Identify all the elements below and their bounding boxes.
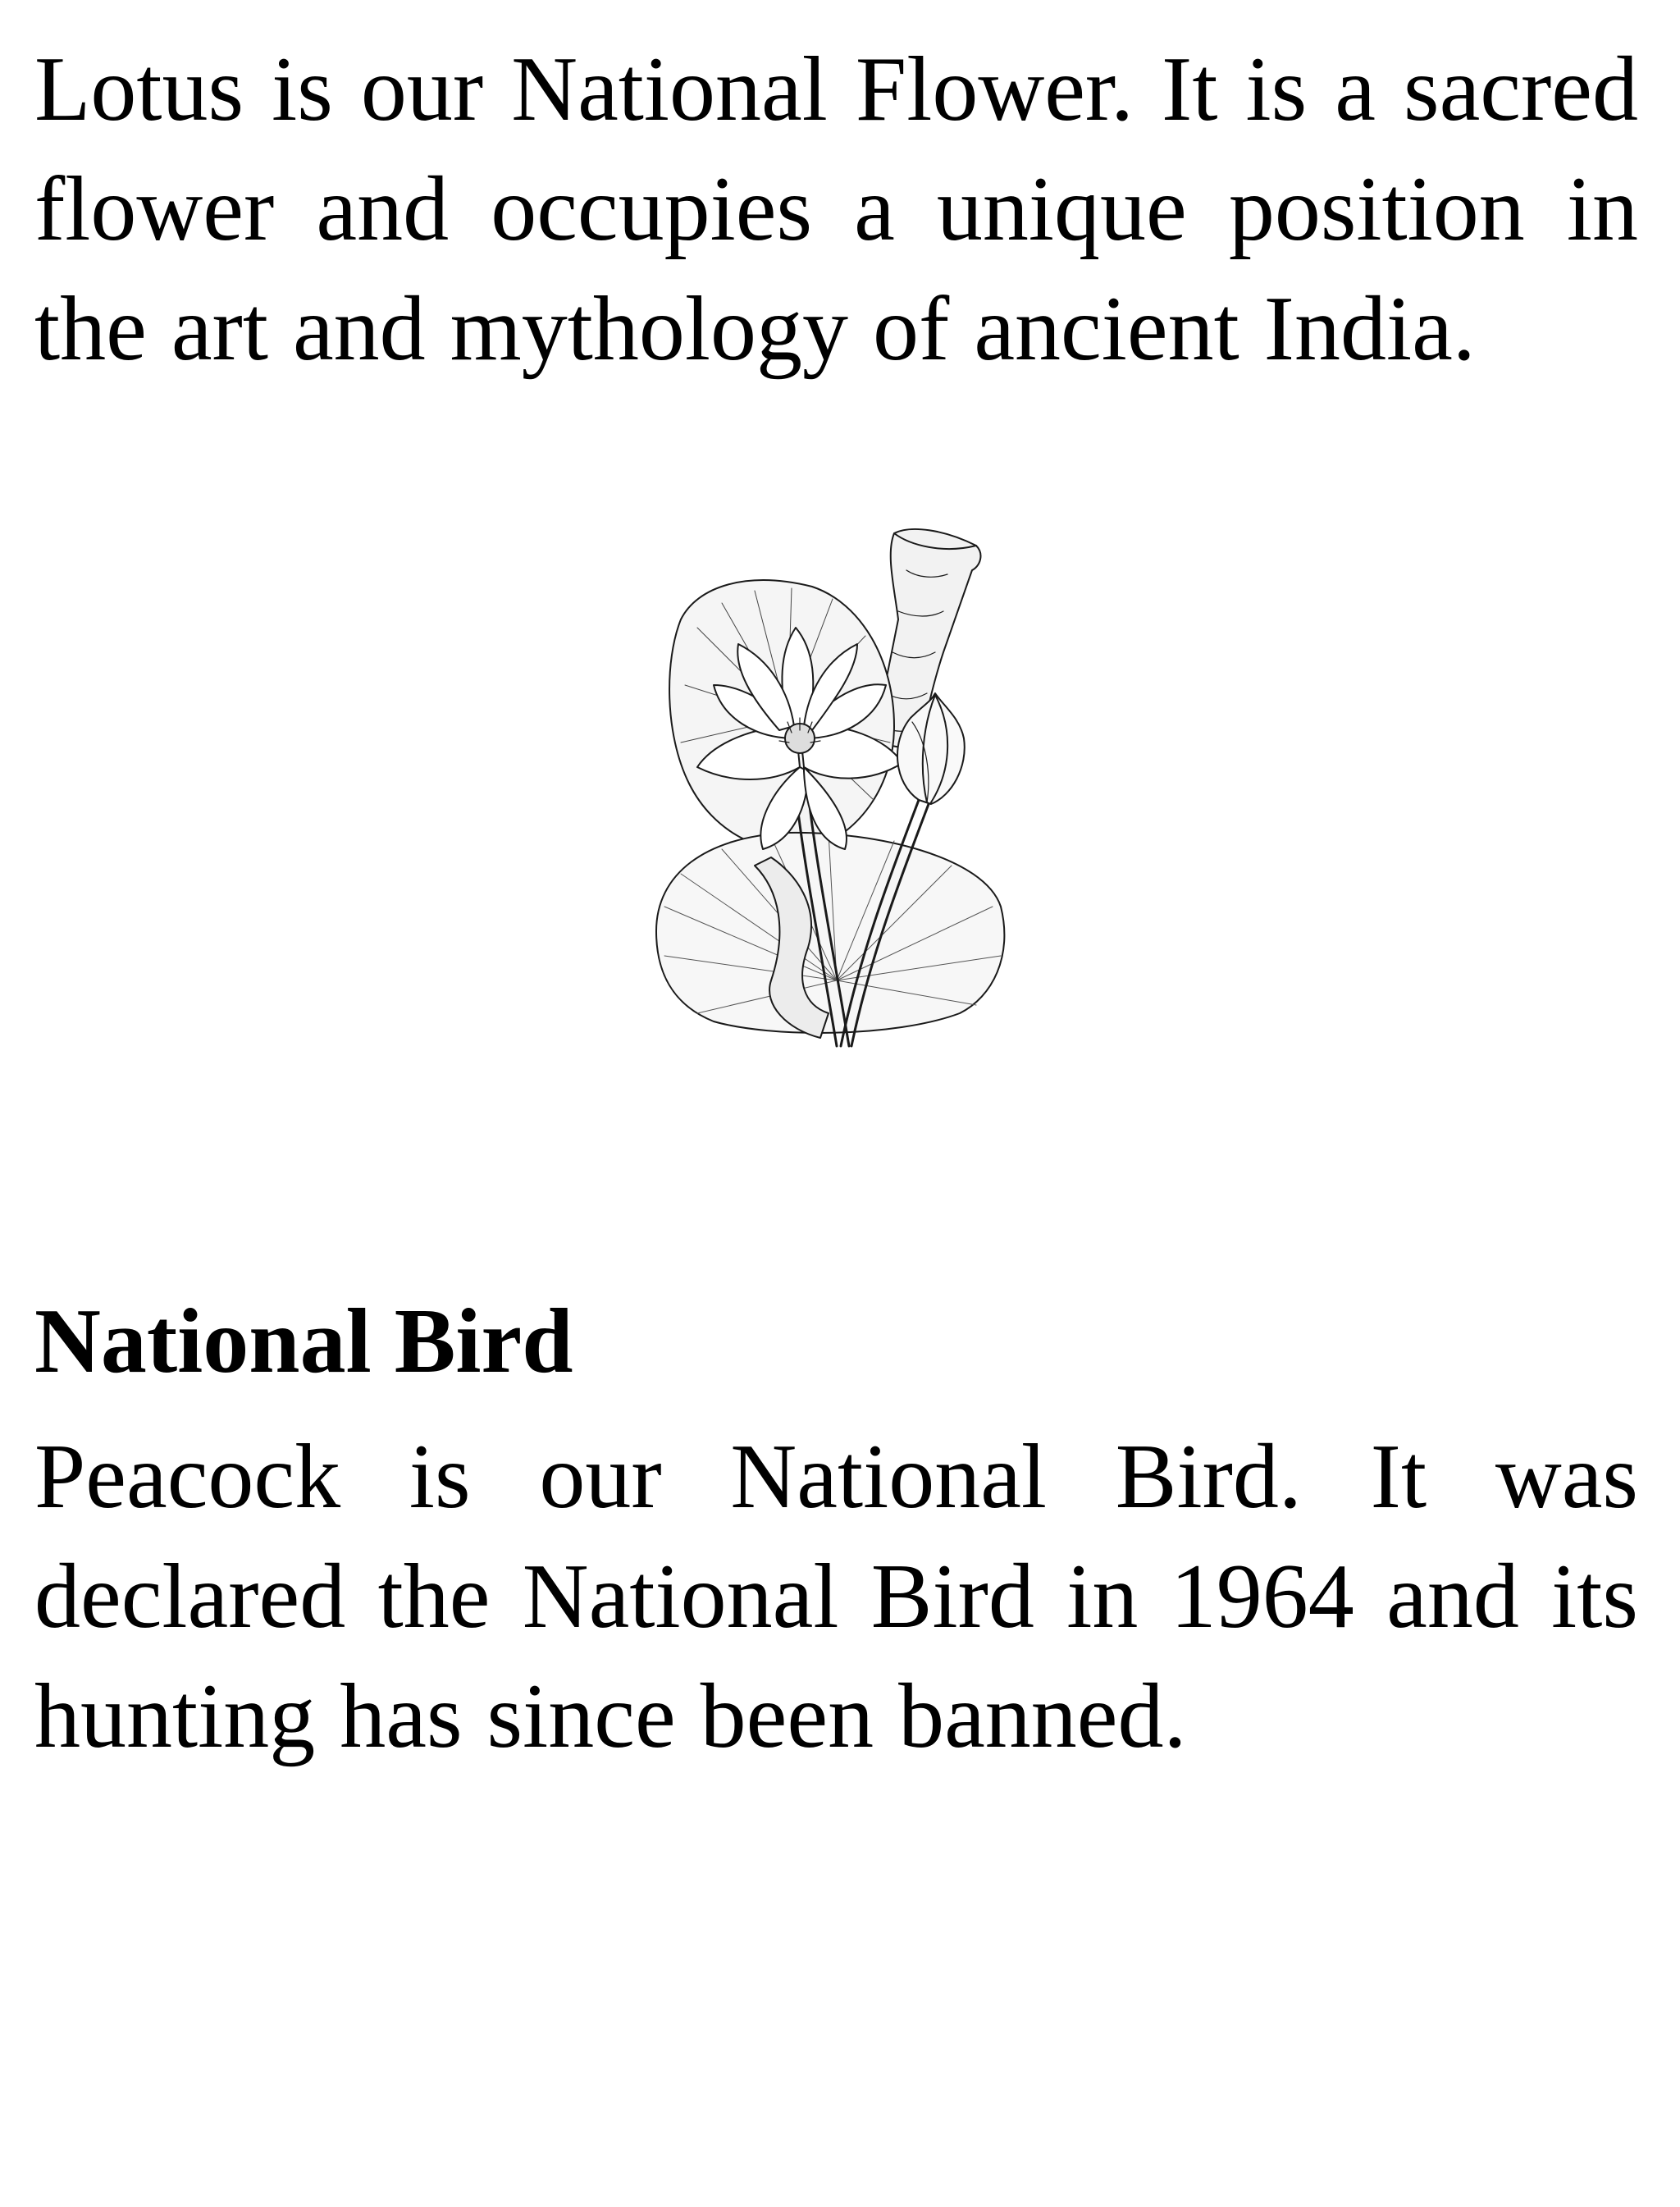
national-bird-paragraph: Peacock is our National Bird. It was declared the National Bird in 1964 and its hunting has since been banned. [34, 1426, 1638, 1767]
national-flower-paragraph: Lotus is our National Flower. It is a sacred flower and occupies a unique position in the art and mythology of ancient India. [34, 39, 1638, 380]
lotus-illustration [648, 521, 1013, 1054]
national-bird-heading: National Bird [34, 1291, 573, 1392]
